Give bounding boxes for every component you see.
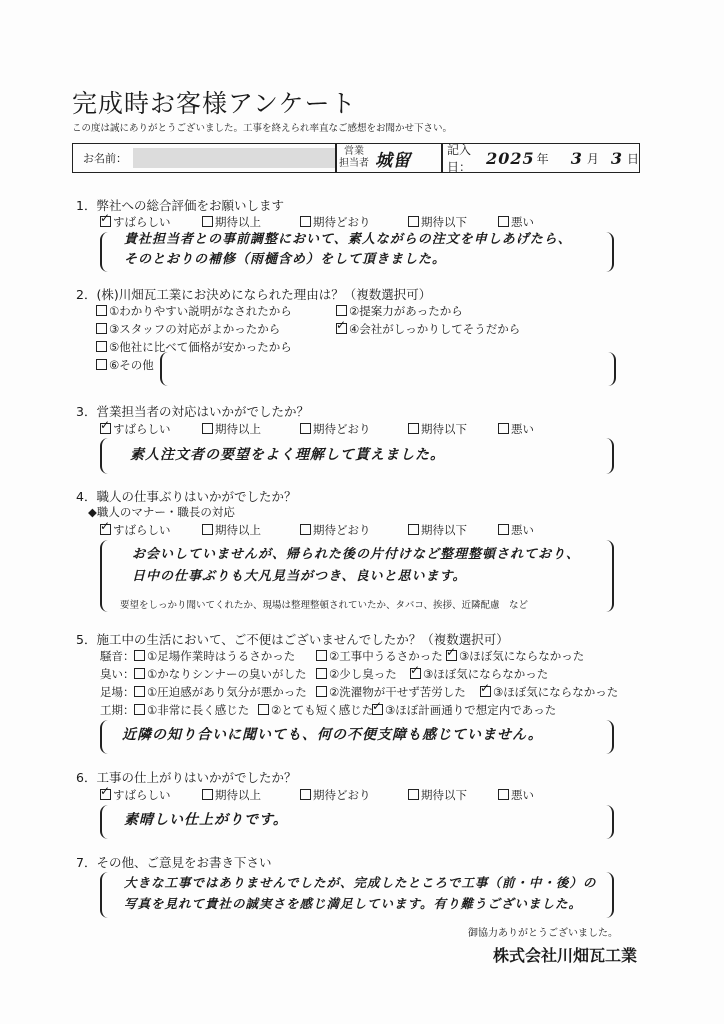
q1-answer-line-2: そのとおりの補修（雨樋含め）をして頂きました。 [124,252,447,267]
checkbox-icon [498,524,509,535]
q3-answer: 素人注文者の要望をよく理解して貰えました。 [130,447,445,463]
year-unit: 年 [536,151,549,166]
q5-scaffold-2[interactable]: ②洗濯物が干せず苦労した [316,684,466,700]
q7-title: 7．その他、ご意見をお書き下さい [76,855,272,870]
checkbox-icon [300,524,311,535]
checkbox-icon [408,789,419,800]
q2-option-4[interactable]: ✓ ④会社がしっかりしてそうだから [336,321,520,337]
intro-text: この度は誠にありがとうございました。工事を終えられ率直なご感想をお聞かせ下さい。 [72,123,453,134]
date-label: 記入日： [447,143,472,174]
q1-option-3[interactable]: 期待どおり [300,214,371,230]
checkbox-checked-icon [446,650,457,661]
q1-option-5[interactable]: 悪い [498,214,534,230]
checkbox-icon [202,789,213,800]
scaffold-label: 足場： [100,685,135,699]
q2-title: 2．(株)川畑瓦工業にお決めになられた理由は？（複数選択可） [76,287,432,302]
noise-label: 騒音： [100,649,135,663]
q2-option-5[interactable]: ⑤他社に比べて価格が安かったから [96,339,292,355]
checkbox-icon [316,668,327,679]
q1-option-1[interactable]: ✓すばらしい [100,214,171,230]
checkbox-icon [96,341,107,352]
q6-option-3[interactable]: 期待どおり [300,787,371,803]
checkbox-icon [316,650,327,661]
checkbox-icon [134,704,145,715]
checkbox-icon [300,789,311,800]
date-month: 3 [570,148,583,168]
checkbox-checked-icon [100,423,111,434]
q6-title: 6．工事の仕上がりはいかがでしたか？ [76,770,297,785]
date-year: 2025 [486,148,535,168]
checkbox-icon [300,423,311,434]
sales-name: 城留 [375,150,411,171]
q4-option-2[interactable]: 期待以上 [202,522,261,538]
checkbox-checked-icon [100,524,111,535]
month-unit: 月 [586,151,599,166]
checkbox-icon [498,216,509,227]
q6-answer: 素晴しい仕上がりです。 [124,812,288,828]
name-label: お名前： [83,152,127,165]
checkbox-icon [96,323,107,334]
q2-option-1[interactable]: ①わかりやすい説明がなされたから [96,303,292,319]
date-day: 3 [610,148,623,168]
q5-noise-2[interactable]: ②工事中うるさかった [316,648,443,664]
q5-title: 5．施工中の生活において、ご不便はございませんでしたか？（複数選択可） [76,632,509,647]
checkbox-icon [202,423,213,434]
q4-answer-line-1: お会いしていませんが、帰られた後の片付けなど整理整頓されており、 [132,547,581,562]
q4-option-3[interactable]: 期待どおり [300,522,371,538]
q5-scaffold-3[interactable]: ✓ ③ほぼ気にならなかった [480,684,618,700]
footer-thanks: 御協力ありがとうございました。 [468,928,618,939]
q3-option-4[interactable]: 期待以下 [408,421,467,437]
checkbox-checked-icon [100,789,111,800]
q7-answer-line-2: 写真を見れて貴社の誠実さを感じ満足しています。有り難うございました。 [124,896,583,911]
checkbox-icon [408,216,419,227]
page-title: 完成時お客様アンケート [72,89,357,118]
checkbox-icon [96,359,107,370]
q5-scaffold-1[interactable]: ①圧迫感があり気分が悪かった [134,684,307,700]
q5-smell-1[interactable]: ①かなりシンナーの臭いがした [134,666,307,682]
name-redacted [133,148,335,168]
q4-answer-line-2: 日中の仕事ぶりも大凡見当がつき、良いと思います。 [132,569,467,584]
q3-option-2[interactable]: 期待以上 [202,421,261,437]
q5-answer: 近隣の知り合いに聞いても、何の不便支障も感じていません。 [122,727,543,743]
checkbox-checked-icon [410,668,421,679]
q7-answer-line-1: 大きな工事ではありませんでしたが、完成したところで工事（前・中・後）の [124,875,597,890]
sales-label-1: 営業 [344,146,364,157]
checkbox-icon [300,216,311,227]
q1-title: 1．弊社への総合評価をお願いします [76,198,284,213]
q5-period-2[interactable]: ②とても短く感じた [258,702,373,718]
checkbox-icon [316,686,327,697]
q3-option-1[interactable]: ✓すばらしい [100,421,171,437]
checkbox-icon [202,524,213,535]
checkbox-icon [498,789,509,800]
q3-option-5[interactable]: 悪い [498,421,534,437]
footer-company: 株式会社川畑瓦工業 [493,946,638,965]
checkbox-checked-icon [100,216,111,227]
q4-title: 4．職人の仕事ぶりはいかがでしたか？ [76,489,297,504]
q1-answer-line-1: 貴社担当者との事前調整において、素人ながらの注文を申しあげたら、 [124,232,572,247]
checkbox-checked-icon [336,323,347,334]
q2-option-6[interactable]: ⑥その他 [96,357,154,373]
header-table [72,143,640,173]
q1-option-4[interactable]: 期待以下 [408,214,467,230]
q5-period-3[interactable]: ✓ ③ほぼ計画通りで想定内であった [372,702,556,718]
q3-title: 3．営業担当者の対応はいかがでしたか？ [76,404,309,419]
q5-smell-2[interactable]: ②少し臭った [316,666,397,682]
q5-smell-3[interactable]: ✓ ③ほぼ気にならなかった [410,666,548,682]
period-label: 工期： [100,703,135,717]
q5-noise-1[interactable]: ①足場作業時はうるさかった [134,648,295,664]
checkbox-icon [134,650,145,661]
q6-option-4[interactable]: 期待以下 [408,787,467,803]
q4-option-5[interactable]: 悪い [498,522,534,538]
checkbox-icon [202,216,213,227]
q4-option-1[interactable]: ✓すばらしい [100,522,171,538]
checkbox-icon [408,524,419,535]
q2-option-2[interactable]: ②提案力があったから [336,303,463,319]
checkbox-checked-icon [480,686,491,697]
checkbox-icon [258,704,269,715]
q6-option-1[interactable]: ✓すばらしい [100,787,171,803]
q2-other-box[interactable] [160,352,616,386]
checkbox-icon [134,668,145,679]
checkbox-icon [134,686,145,697]
q4-subtitle: ◆職人のマナー・職長の対応 [88,505,235,519]
q4-option-4[interactable]: 期待以下 [408,522,467,538]
smell-label: 臭い： [100,667,135,681]
q1-option-2[interactable]: 期待以上 [202,214,261,230]
day-unit: 日 [626,151,639,166]
checkbox-icon [96,305,107,316]
q3-option-3[interactable]: 期待どおり [300,421,371,437]
q6-option-2[interactable]: 期待以上 [202,787,261,803]
sales-label-2: 担当者 [339,158,369,169]
checkbox-icon [336,305,347,316]
checkbox-checked-icon [372,704,383,715]
q6-option-5[interactable]: 悪い [498,787,534,803]
checkbox-icon [498,423,509,434]
q5-noise-row [100,648,135,664]
q5-noise-3[interactable]: ✓ ③ほぼ気にならなかった [446,648,584,664]
q4-hint: 要望をしっかり聞いてくれたか、現場は整理整頓されていたか、タバコ、挨拶、近隣配慮 など [120,600,529,611]
q5-period-1[interactable]: ①非常に長く感じた [134,702,249,718]
checkbox-icon [408,423,419,434]
q2-option-3[interactable]: ③スタッフの対応がよかったから [96,321,280,337]
